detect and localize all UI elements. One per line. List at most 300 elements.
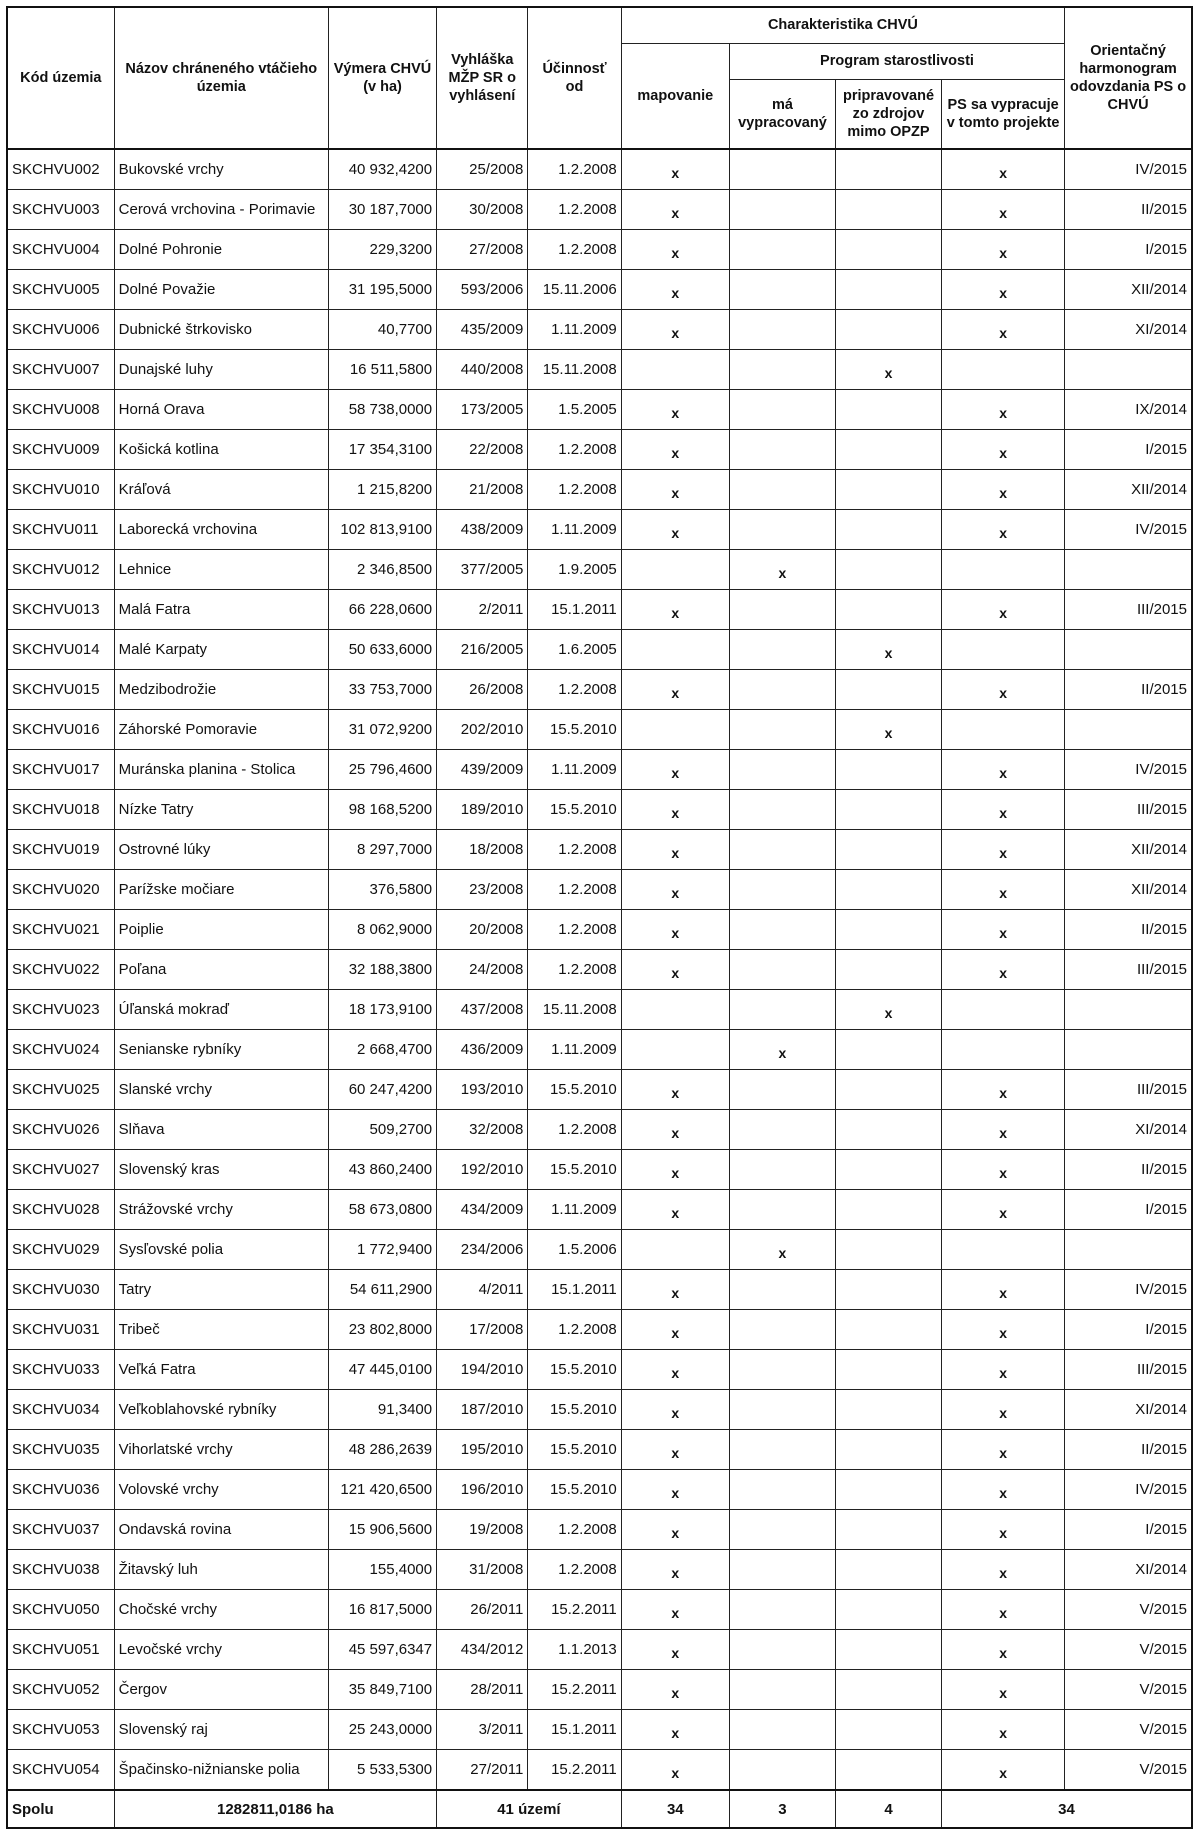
cell-effective: 1.2.2008 (528, 1310, 621, 1350)
col-header-schedule: Orientačný harmonogram odovzdania PS o CHVÚ (1065, 7, 1192, 149)
cell-name: Špačinsko-nižnianske polia (114, 1750, 328, 1791)
cell-ps: x (942, 830, 1065, 870)
cell-decree: 32/2008 (437, 1110, 528, 1150)
table-row (7, 230, 1192, 270)
cell-name: Ostrovné lúky (114, 830, 328, 870)
cell-area: 91,3400 (328, 1390, 436, 1430)
cell-name: Vihorlatské vrchy (114, 1430, 328, 1470)
cell-schedule: XII/2014 (1065, 470, 1192, 510)
cell-decree: 18/2008 (437, 830, 528, 870)
cell-mapping (621, 550, 729, 590)
cell-name: Sysľovské polia (114, 1230, 328, 1270)
table-row (7, 1070, 1192, 1110)
cell-mapping: x (621, 870, 729, 910)
cell-area: 25 243,0000 (328, 1710, 436, 1750)
cell-code: SKCHVU036 (7, 1470, 114, 1510)
cell-mapping: x (621, 1350, 729, 1390)
cell-decree: 189/2010 (437, 790, 528, 830)
cell-has (729, 990, 835, 1030)
cell-has (729, 190, 835, 230)
cell-prepared (835, 1230, 941, 1270)
cell-ps: x (942, 1550, 1065, 1590)
cell-ps: x (942, 1470, 1065, 1510)
cell-decree: 27/2008 (437, 230, 528, 270)
cell-schedule: I/2015 (1065, 230, 1192, 270)
cell-area: 40,7700 (328, 310, 436, 350)
table-row (7, 1390, 1192, 1430)
cell-ps: x (942, 1750, 1065, 1791)
cell-decree: 438/2009 (437, 510, 528, 550)
cell-schedule: III/2015 (1065, 1070, 1192, 1110)
cell-area: 50 633,6000 (328, 630, 436, 670)
cell-area: 2 346,8500 (328, 550, 436, 590)
cell-name: Veľká Fatra (114, 1350, 328, 1390)
cell-code: SKCHVU020 (7, 870, 114, 910)
cell-decree: 377/2005 (437, 550, 528, 590)
cell-prepared (835, 750, 941, 790)
cell-decree: 173/2005 (437, 390, 528, 430)
cell-ps (942, 1230, 1065, 1270)
cell-area: 47 445,0100 (328, 1350, 436, 1390)
cell-schedule (1065, 1230, 1192, 1270)
table-row (7, 510, 1192, 550)
table-row (7, 1190, 1192, 1230)
col-header-mapping: mapovanie (621, 43, 729, 149)
cell-mapping: x (621, 1590, 729, 1630)
cell-name: Ondavská rovina (114, 1510, 328, 1550)
cell-name: Poľana (114, 950, 328, 990)
cell-area: 23 802,8000 (328, 1310, 436, 1350)
col-header-name: Názov chráneného vtáčieho územia (114, 7, 328, 149)
cell-area: 16 817,5000 (328, 1590, 436, 1630)
cell-schedule (1065, 990, 1192, 1030)
cell-code: SKCHVU052 (7, 1670, 114, 1710)
cell-schedule: I/2015 (1065, 1190, 1192, 1230)
chvu-table (6, 6, 1193, 1829)
cell-has (729, 1310, 835, 1350)
cell-decree: 234/2006 (437, 1230, 528, 1270)
cell-schedule: III/2015 (1065, 790, 1192, 830)
cell-has (729, 430, 835, 470)
cell-schedule: III/2015 (1065, 590, 1192, 630)
cell-name: Dunajské luhy (114, 350, 328, 390)
cell-prepared (835, 1350, 941, 1390)
cell-effective: 15.11.2008 (528, 990, 621, 1030)
cell-schedule: IV/2015 (1065, 750, 1192, 790)
cell-code: SKCHVU016 (7, 710, 114, 750)
cell-has: x (729, 550, 835, 590)
total-label: Spolu (7, 1790, 114, 1828)
table-row (7, 710, 1192, 750)
cell-has (729, 590, 835, 630)
cell-name: Muránska planina - Stolica (114, 750, 328, 790)
table-row (7, 1590, 1192, 1630)
cell-ps: x (942, 510, 1065, 550)
cell-schedule: XII/2014 (1065, 870, 1192, 910)
cell-mapping: x (621, 390, 729, 430)
cell-name: Medzibodrožie (114, 670, 328, 710)
table-body (7, 149, 1192, 1790)
cell-name: Slovenský raj (114, 1710, 328, 1750)
cell-effective: 1.2.2008 (528, 190, 621, 230)
cell-mapping: x (621, 310, 729, 350)
cell-name: Slovenský kras (114, 1150, 328, 1190)
cell-has (729, 670, 835, 710)
cell-code: SKCHVU007 (7, 350, 114, 390)
cell-code: SKCHVU005 (7, 270, 114, 310)
cell-mapping: x (621, 190, 729, 230)
cell-ps (942, 550, 1065, 590)
cell-mapping: x (621, 1150, 729, 1190)
cell-mapping: x (621, 430, 729, 470)
cell-has: x (729, 1230, 835, 1270)
cell-area: 54 611,2900 (328, 1270, 436, 1310)
cell-mapping: x (621, 790, 729, 830)
cell-effective: 1.1.2013 (528, 1630, 621, 1670)
cell-prepared (835, 1110, 941, 1150)
cell-prepared (835, 1630, 941, 1670)
cell-schedule: I/2015 (1065, 1510, 1192, 1550)
cell-has (729, 1750, 835, 1791)
cell-schedule: II/2015 (1065, 910, 1192, 950)
cell-name: Dolné Pohronie (114, 230, 328, 270)
cell-code: SKCHVU017 (7, 750, 114, 790)
table-row (7, 1670, 1192, 1710)
cell-code: SKCHVU008 (7, 390, 114, 430)
cell-ps: x (942, 1190, 1065, 1230)
table-row (7, 310, 1192, 350)
cell-mapping: x (621, 1630, 729, 1670)
cell-ps (942, 1030, 1065, 1070)
cell-code: SKCHVU022 (7, 950, 114, 990)
cell-schedule: IV/2015 (1065, 510, 1192, 550)
cell-decree: 2/2011 (437, 590, 528, 630)
cell-has (729, 750, 835, 790)
cell-area: 58 673,0800 (328, 1190, 436, 1230)
cell-effective: 1.2.2008 (528, 950, 621, 990)
cell-schedule: IX/2014 (1065, 390, 1192, 430)
table-row (7, 190, 1192, 230)
cell-schedule: XI/2014 (1065, 1110, 1192, 1150)
table-row (7, 149, 1192, 190)
cell-effective: 1.2.2008 (528, 670, 621, 710)
cell-mapping: x (621, 1550, 729, 1590)
cell-ps (942, 990, 1065, 1030)
table-row (7, 390, 1192, 430)
cell-area: 1 772,9400 (328, 1230, 436, 1270)
cell-ps: x (942, 790, 1065, 830)
table-row (7, 470, 1192, 510)
cell-ps: x (942, 1310, 1065, 1350)
col-header-area: Výmera CHVÚ (v ha) (328, 7, 436, 149)
cell-decree: 19/2008 (437, 1510, 528, 1550)
cell-mapping: x (621, 510, 729, 550)
cell-effective: 15.2.2011 (528, 1670, 621, 1710)
cell-effective: 15.5.2010 (528, 1470, 621, 1510)
cell-decree: 25/2008 (437, 149, 528, 190)
table-row (7, 1510, 1192, 1550)
cell-decree: 193/2010 (437, 1070, 528, 1110)
cell-prepared (835, 310, 941, 350)
cell-effective: 15.5.2010 (528, 1350, 621, 1390)
cell-prepared (835, 1470, 941, 1510)
cell-decree: 21/2008 (437, 470, 528, 510)
cell-prepared (835, 1510, 941, 1550)
cell-prepared (835, 1150, 941, 1190)
col-header-program: Program starostlivosti (729, 43, 1064, 79)
cell-effective: 1.11.2009 (528, 1190, 621, 1230)
cell-ps: x (942, 1670, 1065, 1710)
cell-area: 32 188,3800 (328, 950, 436, 990)
cell-has (729, 1670, 835, 1710)
cell-has (729, 630, 835, 670)
cell-decree: 437/2008 (437, 990, 528, 1030)
cell-schedule (1065, 710, 1192, 750)
cell-has (729, 510, 835, 550)
cell-ps: x (942, 190, 1065, 230)
table-row (7, 870, 1192, 910)
cell-code: SKCHVU015 (7, 670, 114, 710)
cell-code: SKCHVU014 (7, 630, 114, 670)
cell-ps: x (942, 1110, 1065, 1150)
cell-mapping (621, 710, 729, 750)
table-row (7, 830, 1192, 870)
cell-name: Nízke Tatry (114, 790, 328, 830)
cell-effective: 1.5.2006 (528, 1230, 621, 1270)
cell-mapping: x (621, 910, 729, 950)
cell-has (729, 310, 835, 350)
cell-schedule: V/2015 (1065, 1590, 1192, 1630)
cell-mapping: x (621, 750, 729, 790)
cell-code: SKCHVU006 (7, 310, 114, 350)
cell-mapping: x (621, 149, 729, 190)
cell-has: x (729, 1030, 835, 1070)
cell-mapping: x (621, 1270, 729, 1310)
cell-effective: 15.2.2011 (528, 1590, 621, 1630)
cell-area: 66 228,0600 (328, 590, 436, 630)
cell-ps: x (942, 1710, 1065, 1750)
cell-name: Malé Karpaty (114, 630, 328, 670)
cell-schedule (1065, 630, 1192, 670)
cell-code: SKCHVU035 (7, 1430, 114, 1470)
col-header-effective: Účinnosť od (528, 7, 621, 149)
col-header-prepared: pripravované zo zdrojov mimo OPZP (835, 79, 941, 149)
cell-prepared (835, 1030, 941, 1070)
cell-code: SKCHVU031 (7, 1310, 114, 1350)
cell-schedule: IV/2015 (1065, 1470, 1192, 1510)
cell-mapping: x (621, 670, 729, 710)
cell-has (729, 1110, 835, 1150)
total-row (7, 1790, 1192, 1828)
cell-effective: 15.5.2010 (528, 1070, 621, 1110)
cell-has (729, 230, 835, 270)
cell-effective: 1.11.2009 (528, 1030, 621, 1070)
cell-prepared (835, 470, 941, 510)
table-row (7, 630, 1192, 670)
cell-decree: 187/2010 (437, 1390, 528, 1430)
cell-code: SKCHVU053 (7, 1710, 114, 1750)
cell-ps: x (942, 950, 1065, 990)
col-header-characteristics: Charakteristika CHVÚ (621, 7, 1064, 43)
cell-decree: 435/2009 (437, 310, 528, 350)
cell-prepared (835, 1270, 941, 1310)
cell-prepared: x (835, 710, 941, 750)
cell-code: SKCHVU027 (7, 1150, 114, 1190)
table-row (7, 1430, 1192, 1470)
cell-area: 155,4000 (328, 1550, 436, 1590)
cell-area: 48 286,2639 (328, 1430, 436, 1470)
cell-decree: 24/2008 (437, 950, 528, 990)
cell-effective: 1.11.2009 (528, 750, 621, 790)
cell-mapping (621, 1230, 729, 1270)
cell-code: SKCHVU025 (7, 1070, 114, 1110)
cell-name: Lehnice (114, 550, 328, 590)
cell-mapping (621, 990, 729, 1030)
cell-name: Poiplie (114, 910, 328, 950)
cell-area: 8 062,9000 (328, 910, 436, 950)
cell-mapping (621, 1030, 729, 1070)
cell-schedule: II/2015 (1065, 670, 1192, 710)
cell-prepared (835, 870, 941, 910)
cell-area: 25 796,4600 (328, 750, 436, 790)
cell-decree: 202/2010 (437, 710, 528, 750)
cell-schedule: XI/2014 (1065, 1390, 1192, 1430)
cell-area: 35 849,7100 (328, 1670, 436, 1710)
cell-ps: x (942, 1430, 1065, 1470)
cell-area: 31 195,5000 (328, 270, 436, 310)
cell-ps: x (942, 1510, 1065, 1550)
cell-effective: 1.2.2008 (528, 1110, 621, 1150)
cell-prepared: x (835, 630, 941, 670)
cell-code: SKCHVU009 (7, 430, 114, 470)
cell-schedule: XII/2014 (1065, 270, 1192, 310)
cell-schedule: I/2015 (1065, 1310, 1192, 1350)
cell-has (729, 790, 835, 830)
cell-ps (942, 710, 1065, 750)
cell-effective: 1.2.2008 (528, 149, 621, 190)
cell-code: SKCHVU021 (7, 910, 114, 950)
cell-prepared (835, 1430, 941, 1470)
cell-schedule: II/2015 (1065, 1150, 1192, 1190)
cell-prepared (835, 950, 941, 990)
cell-decree: 4/2011 (437, 1270, 528, 1310)
cell-name: Čergov (114, 1670, 328, 1710)
cell-prepared (835, 510, 941, 550)
cell-code: SKCHVU028 (7, 1190, 114, 1230)
cell-area: 509,2700 (328, 1110, 436, 1150)
col-header-code: Kód územia (7, 7, 114, 149)
cell-mapping (621, 350, 729, 390)
cell-effective: 1.2.2008 (528, 430, 621, 470)
cell-ps: x (942, 470, 1065, 510)
cell-area: 121 420,6500 (328, 1470, 436, 1510)
cell-code: SKCHVU030 (7, 1270, 114, 1310)
cell-mapping: x (621, 1470, 729, 1510)
cell-name: Parížske močiare (114, 870, 328, 910)
cell-code: SKCHVU013 (7, 590, 114, 630)
cell-area: 229,3200 (328, 230, 436, 270)
cell-name: Úľanská mokraď (114, 990, 328, 1030)
cell-name: Záhorské Pomoravie (114, 710, 328, 750)
cell-area: 17 354,3100 (328, 430, 436, 470)
cell-schedule (1065, 350, 1192, 390)
cell-has (729, 1350, 835, 1390)
cell-has (729, 1630, 835, 1670)
table-row (7, 1550, 1192, 1590)
cell-mapping: x (621, 1070, 729, 1110)
cell-mapping: x (621, 1310, 729, 1350)
cell-code: SKCHVU026 (7, 1110, 114, 1150)
cell-name: Slanské vrchy (114, 1070, 328, 1110)
cell-effective: 15.11.2008 (528, 350, 621, 390)
table-row (7, 910, 1192, 950)
cell-prepared (835, 270, 941, 310)
cell-name: Tribeč (114, 1310, 328, 1350)
cell-code: SKCHVU054 (7, 1750, 114, 1791)
cell-mapping: x (621, 1430, 729, 1470)
cell-decree: 26/2008 (437, 670, 528, 710)
total-count: 41 území (437, 1790, 622, 1828)
cell-prepared (835, 1590, 941, 1630)
cell-mapping: x (621, 1390, 729, 1430)
cell-has (729, 1470, 835, 1510)
table-row (7, 1030, 1192, 1070)
cell-has (729, 1510, 835, 1550)
table-row (7, 1710, 1192, 1750)
cell-prepared (835, 1070, 941, 1110)
cell-area: 31 072,9200 (328, 710, 436, 750)
col-header-decree: Vyhláška MŽP SR o vyhlásení (437, 7, 528, 149)
cell-effective: 1.11.2009 (528, 310, 621, 350)
cell-ps: x (942, 590, 1065, 630)
cell-area: 40 932,4200 (328, 149, 436, 190)
cell-schedule: III/2015 (1065, 950, 1192, 990)
cell-effective: 15.1.2011 (528, 1710, 621, 1750)
cell-decree: 17/2008 (437, 1310, 528, 1350)
cell-prepared (835, 1670, 941, 1710)
table-row (7, 350, 1192, 390)
cell-has (729, 1270, 835, 1310)
cell-schedule: IV/2015 (1065, 1270, 1192, 1310)
cell-name: Veľkoblahovské rybníky (114, 1390, 328, 1430)
cell-area: 58 738,0000 (328, 390, 436, 430)
cell-name: Volovské vrchy (114, 1470, 328, 1510)
cell-schedule (1065, 550, 1192, 590)
table-row (7, 790, 1192, 830)
table-row (7, 1750, 1192, 1791)
cell-code: SKCHVU033 (7, 1350, 114, 1390)
cell-decree: 26/2011 (437, 1590, 528, 1630)
cell-prepared (835, 390, 941, 430)
cell-name: Žitavský luh (114, 1550, 328, 1590)
table-header (7, 7, 1192, 149)
cell-has (729, 870, 835, 910)
cell-prepared: x (835, 990, 941, 1030)
cell-code: SKCHVU011 (7, 510, 114, 550)
cell-mapping: x (621, 230, 729, 270)
cell-name: Slňava (114, 1110, 328, 1150)
cell-decree: 196/2010 (437, 1470, 528, 1510)
table-row (7, 430, 1192, 470)
table-row (7, 590, 1192, 630)
cell-code: SKCHVU004 (7, 230, 114, 270)
cell-effective: 1.9.2005 (528, 550, 621, 590)
cell-effective: 1.2.2008 (528, 870, 621, 910)
cell-mapping (621, 630, 729, 670)
cell-has (729, 1070, 835, 1110)
cell-code: SKCHVU029 (7, 1230, 114, 1270)
cell-prepared (835, 1750, 941, 1791)
